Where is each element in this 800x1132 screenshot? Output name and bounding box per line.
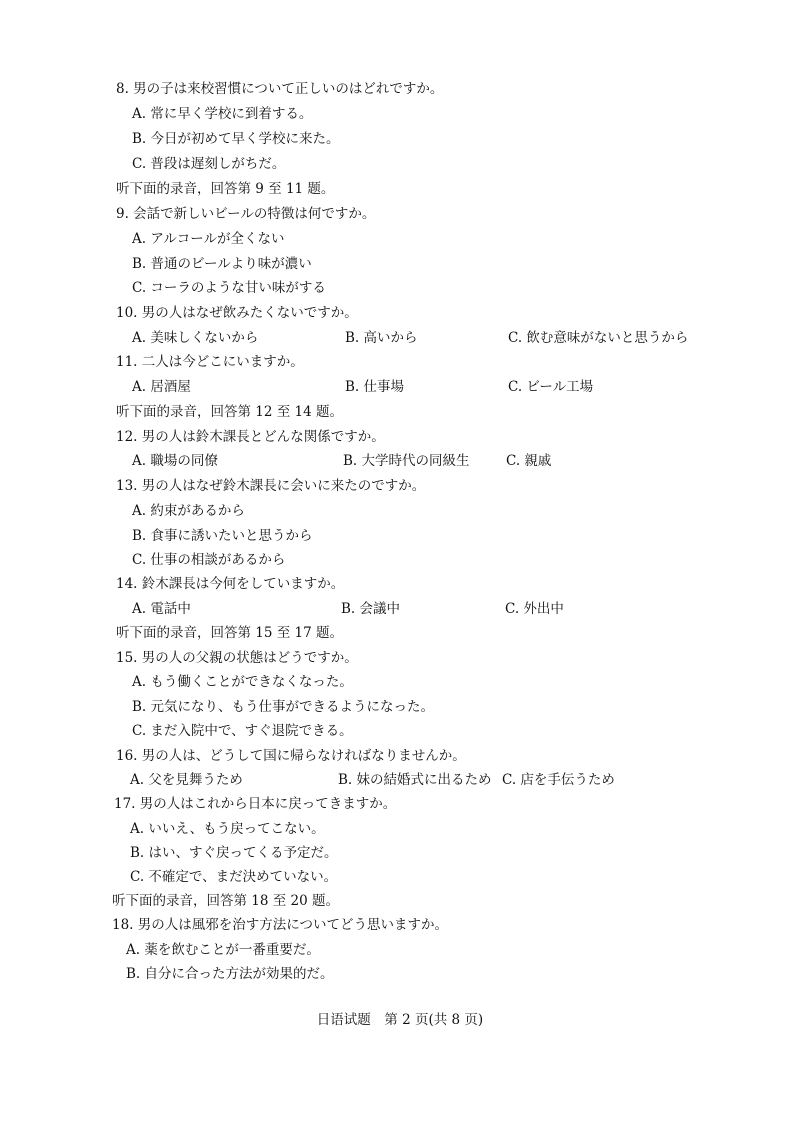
- option-9b: B. 普通のビールより味が濃い: [132, 256, 312, 272]
- option-10c: C. 飲む意味がないと思うから: [508, 330, 689, 346]
- question-15: 15. 男の人の父親の状態はどうですか。: [116, 650, 358, 666]
- question-17: 17. 男の人はこれから日本に戻ってきますか。: [114, 796, 397, 812]
- option-18b: B. 自分に合った方法が効果的だ。: [126, 966, 334, 982]
- option-17b: B. はい、すぐ戻ってくる予定だ。: [130, 845, 338, 861]
- option-13c: C. 仕事の相談があるから: [132, 552, 286, 568]
- option-9c: C. コーラのような甘い味がする: [132, 280, 326, 296]
- option-11c: C. ビール工場: [508, 379, 594, 395]
- page-footer: 日语试题 第 2 页(共 8 页): [316, 1012, 484, 1028]
- option-14c: C. 外出中: [505, 601, 564, 617]
- question-9: 9. 会話で新しいビールの特徴は何ですか。: [116, 206, 376, 222]
- option-12b: B. 大学時代の同級生: [343, 453, 470, 469]
- option-13b: B. 食事に誘いたいと思うから: [132, 528, 313, 544]
- option-17a: A. いいえ、もう戻ってこない。: [130, 821, 325, 837]
- instruction-9-11: 听下面的录音，回答第 9 至 11 题。: [116, 181, 335, 197]
- option-16c: C. 店を手伝うため: [502, 772, 615, 788]
- instruction-12-14: 听下面的录音，回答第 12 至 14 题。: [116, 404, 344, 420]
- option-16a: A. 父を見舞うため: [130, 772, 243, 788]
- option-18a: A. 薬を飲むことが一番重要だ。: [126, 942, 320, 958]
- option-8c: C. 普段は遅刻しがちだ。: [132, 156, 286, 172]
- question-8: 8. 男の子は来校習慣について正しいのはどれですか。: [116, 81, 444, 97]
- question-10: 10. 男の人はなぜ飲みたくないですか。: [116, 305, 358, 321]
- option-14b: B. 会議中: [341, 601, 401, 617]
- option-10a: A. 美味しくないから: [132, 330, 259, 346]
- option-14a: A. 電話中: [132, 601, 191, 617]
- option-9a: A. アルコールが全くない: [132, 231, 285, 247]
- option-16b: B. 妹の結婚式に出るため: [338, 772, 492, 788]
- instruction-18-20: 听下面的录音，回答第 18 至 20 题。: [112, 893, 340, 909]
- instruction-15-17: 听下面的录音，回答第 15 至 17 题。: [116, 625, 344, 641]
- option-10b: B. 高いから: [345, 330, 418, 346]
- option-12c: C. 親戚: [506, 453, 552, 469]
- option-8a: A. 常に早く学校に到着する。: [132, 106, 313, 122]
- question-11: 11. 二人は今どこにいますか。: [116, 354, 304, 370]
- option-15b: B. 元気になり、もう仕事ができるようになった。: [132, 699, 435, 715]
- question-14: 14. 鈴木課長は今何をしていますか。: [116, 576, 345, 592]
- option-13a: A. 約束があるから: [132, 503, 245, 519]
- question-18: 18. 男の人は風邪を治す方法についてどう思いますか。: [112, 917, 448, 933]
- option-12a: A. 職場の同僚: [132, 453, 218, 469]
- question-12: 12. 男の人は鈴木課長とどんな関係ですか。: [116, 429, 385, 445]
- option-17c: C. 不確定で、まだ決めていない。: [130, 869, 338, 885]
- option-15c: C. まだ入院中で、すぐ退院できる。: [132, 723, 353, 739]
- option-8b: B. 今日が初めて早く学校に来た。: [132, 131, 340, 147]
- option-15a: A. もう働くことができなくなった。: [132, 674, 353, 690]
- option-11a: A. 居酒屋: [132, 379, 191, 395]
- question-16: 16. 男の人は、どうして国に帰らなければなりませんか。: [116, 748, 466, 764]
- option-11b: B. 仕事場: [345, 379, 405, 395]
- question-13: 13. 男の人はなぜ鈴木課長に会いに来たのですか。: [116, 478, 426, 494]
